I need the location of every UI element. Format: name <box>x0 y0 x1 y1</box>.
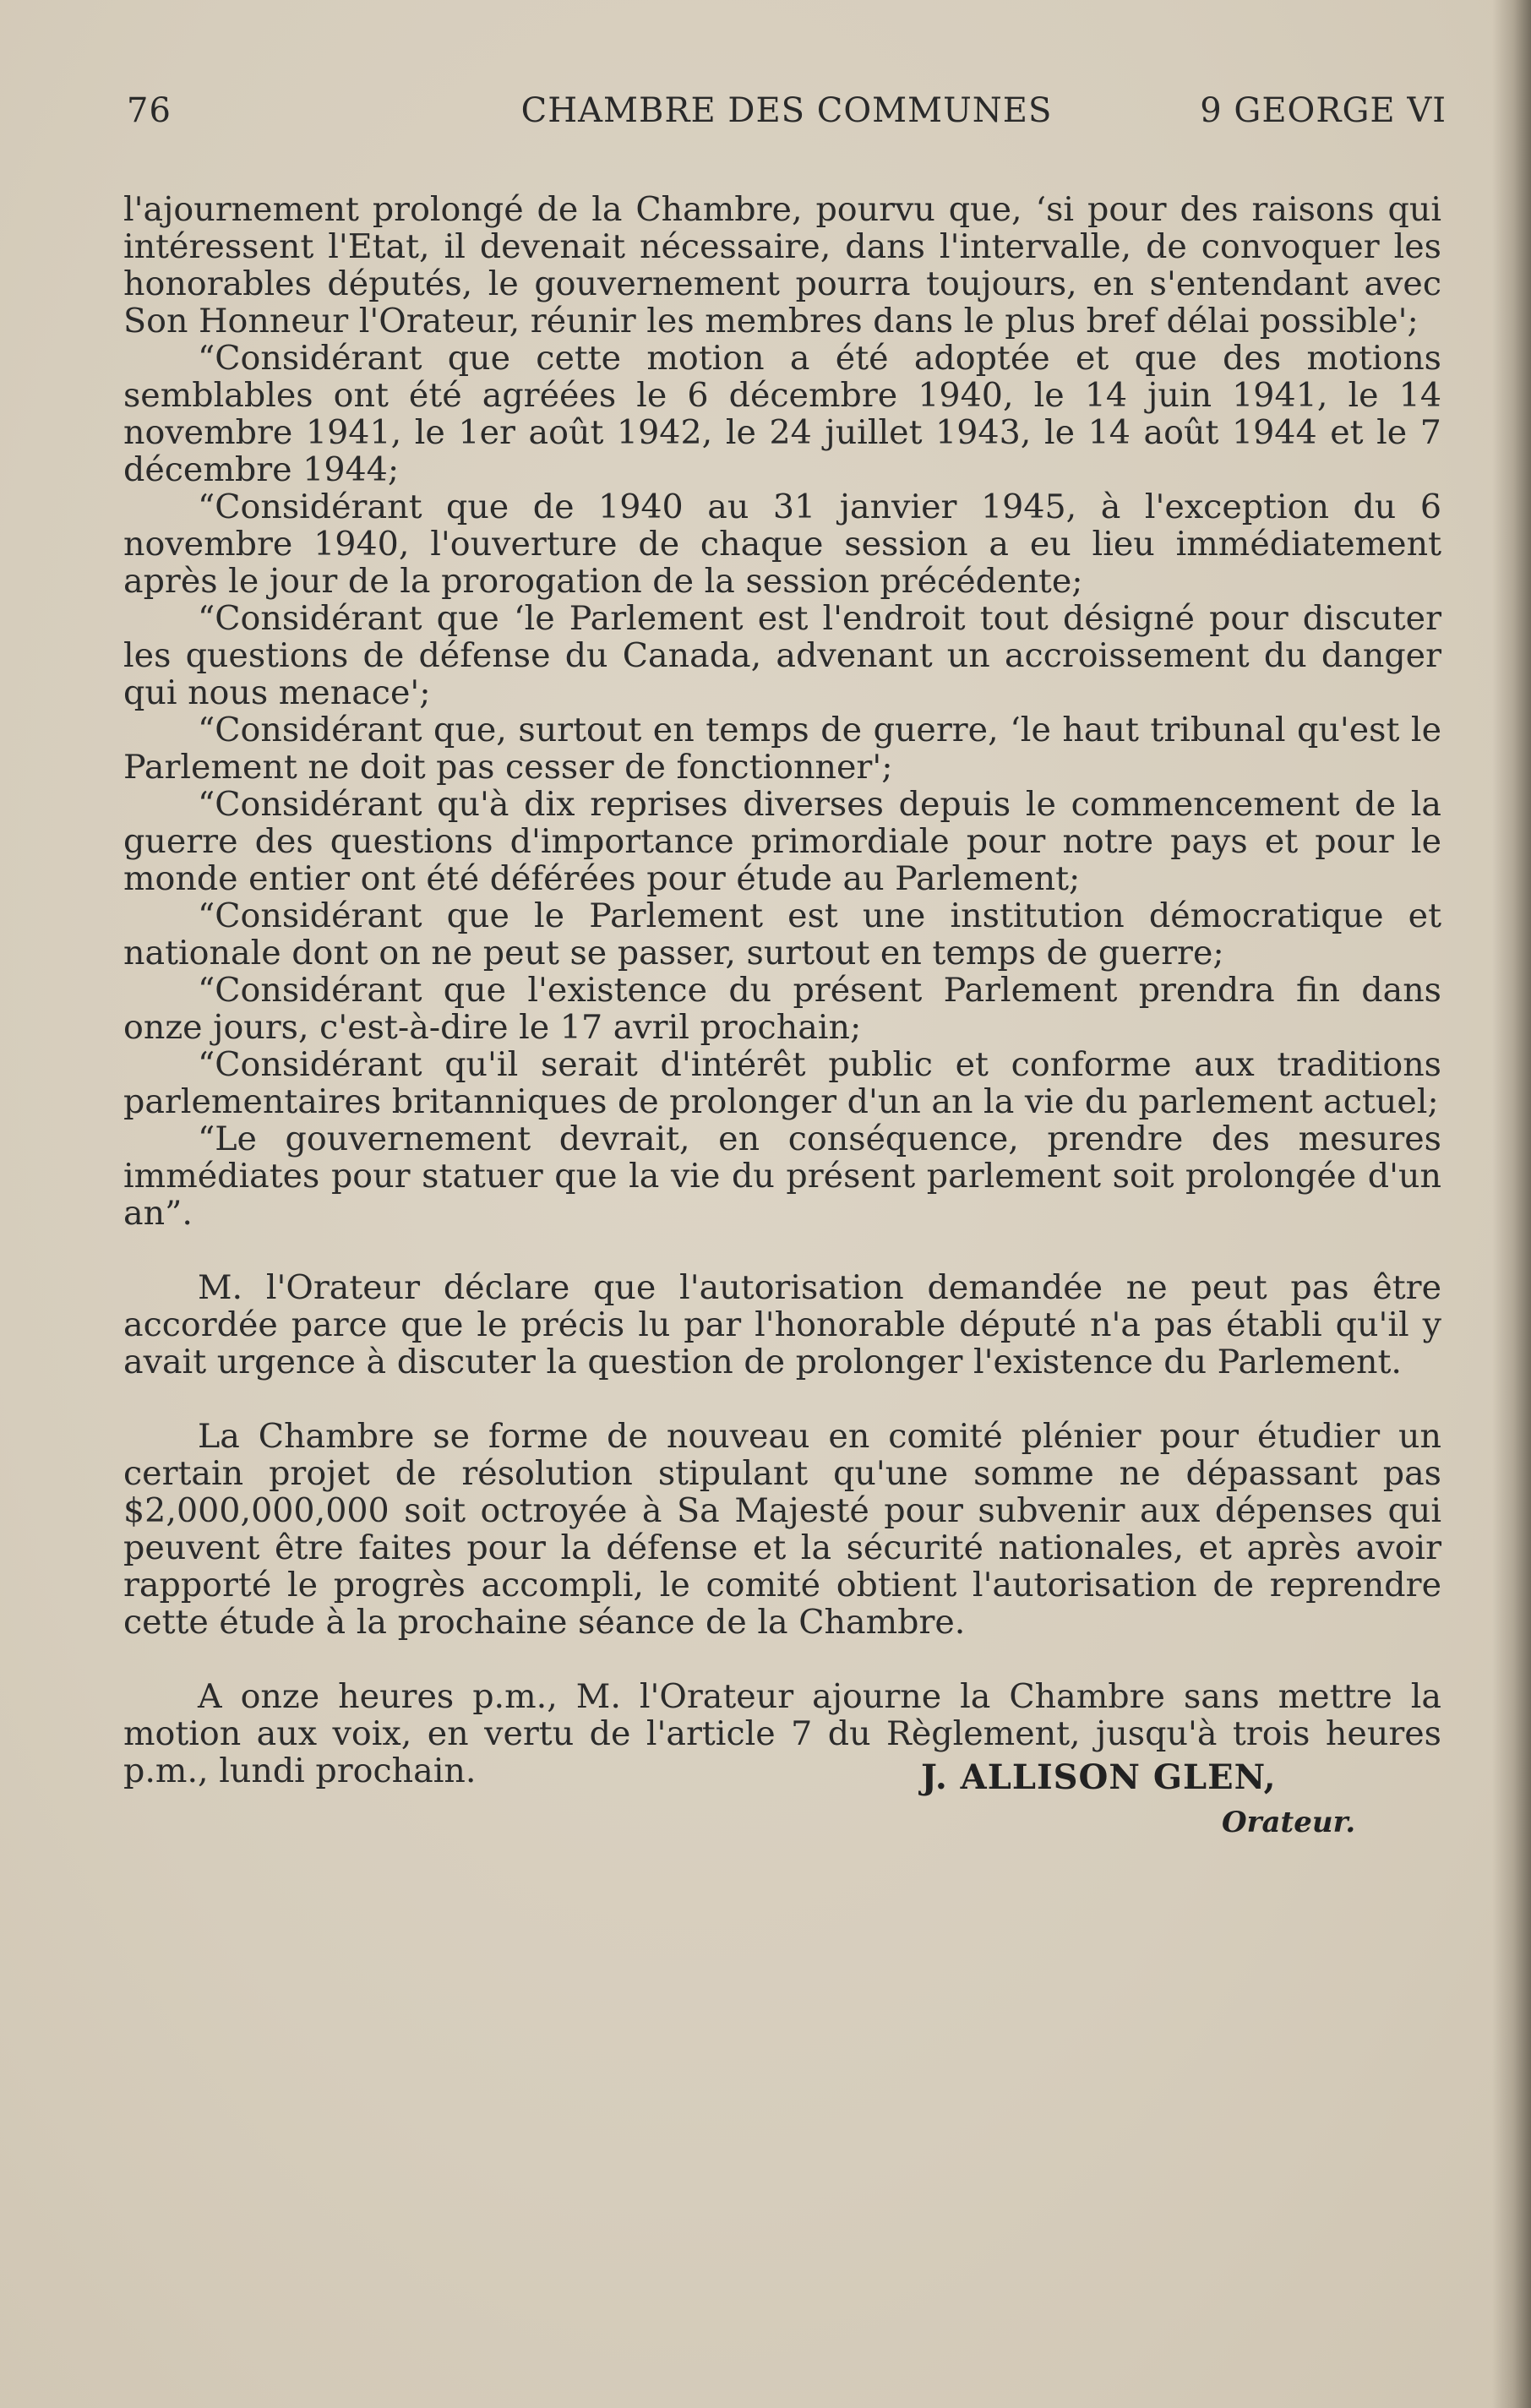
signatory-role: Orateur. <box>1222 1806 1356 1839</box>
header-title: CHAMBRE DES COMMUNES <box>520 91 1053 130</box>
paragraph-considerant-onze-jours: “Considérant que l'existence du présent Parlement prendra fin dans onze jours, c'est-à-dire le 17 avril prochain; <box>123 971 1441 1047</box>
running-header <box>127 91 1447 142</box>
signatory-name: J. ALLISON GLEN, <box>921 1757 1277 1797</box>
paragraph-considerant-institution: “Considérant que le Parlement est une institution démocratique et nationale dont on ne peut se passer, surtout en temps de guerre; <box>123 896 1441 972</box>
paragraph-ajournement: A onze heures p.m., M. l'Orateur ajourne la Chambre sans mettre la motion aux voix, en vertu de l'article 7 du Règlement, jusqu'à trois heures p.m., lundi prochain. <box>123 1677 1441 1790</box>
signature-block <box>921 1757 1377 1839</box>
paragraph-considerant-sessions: “Considérant que de 1940 au 31 janvier 1945, à l'exception du 6 novembre 1940, l'ouverture de chaque session a eu lieu immédiatement après le jour de la prorogation de la session précédente; <box>123 488 1441 601</box>
paragraph-continuation: l'ajournement prolongé de la Chambre, pourvu que, ‘si pour des raisons qui intéressent l'Etat, il devenait nécessaire, dans l'intervalle, de convoquer les honorables députés, le gouvernement pourra toujours, en s'entendant avec Son Honneur l'Orateur, réunir les membres dans le plus bref délai possible'; <box>123 190 1441 340</box>
paragraph-considerant-motions: “Considérant que cette motion a été adoptée et que des motions semblables ont été agréées le 6 décembre 1940, le 14 juin 1941, le 14 novembre 1941, le 1er août 1942, le 24 juillet 1943, le 14 août 1944 et le 7 décembre 1944; <box>123 339 1441 489</box>
page-edge-shadow <box>1492 0 1531 2408</box>
paragraph-considerant-defense: “Considérant que ‘le Parlement est l'endroit tout désigné pour discuter les questions de défense du Canada, advenant un accroissement du danger qui nous menace'; <box>123 599 1441 712</box>
paragraph-gouvernement-mesures: “Le gouvernement devrait, en conséquence, prendre des mesures immédiates pour statuer que la vie du présent parlement soit prolongée d'un an”. <box>123 1120 1441 1233</box>
paragraph-considerant-interet-public: “Considérant qu'il serait d'intérêt public et conforme aux traditions parlementaires britanniques de prolonger d'un an la vie du parlement actuel; <box>123 1045 1441 1121</box>
paragraph-comite-plenier: La Chambre se forme de nouveau en comité plénier pour étudier un certain projet de résolution stipulant qu'une somme ne dépassant pas $2,000,000,000 soit octroyée à Sa Majesté pour subvenir aux dépenses qui peuvent être faites pour la défense et la sécurité nationales, et après avoir rapporté le progrès accompli, le comité obtient l'autorisation de reprendre cette étude à la prochaine séance de la Chambre. <box>123 1417 1441 1642</box>
journal-text <box>123 191 1441 1790</box>
header-reign: 9 GEORGE VI <box>1200 91 1447 130</box>
paragraph-orateur-decision: M. l'Orateur déclare que l'autorisation demandée ne peut pas être accordée parce que le précis lu par l'honorable député n'a pas établi qu'il y avait urgence à discuter la question de prolonger l'existence du Parlement. <box>123 1268 1441 1381</box>
paragraph-considerant-reprises: “Considérant qu'à dix reprises diverses depuis le commencement de la guerre des questions d'importance primordiale pour notre pays et pour le monde entier ont été déférées pour étude au Parlement; <box>123 785 1441 898</box>
page-number: 76 <box>127 91 172 130</box>
paragraph-considerant-tribunal: “Considérant que, surtout en temps de guerre, ‘le haut tribunal qu'est le Parlement ne doit pas cesser de fonctionner'; <box>123 711 1441 787</box>
